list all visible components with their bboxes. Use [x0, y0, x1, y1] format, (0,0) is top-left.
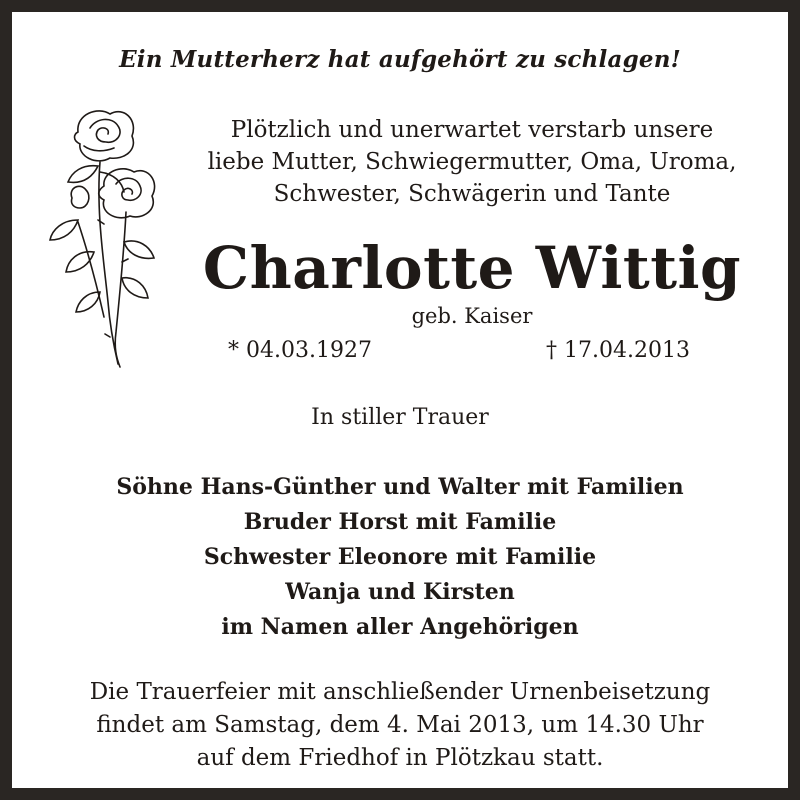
mourner-line: Söhne Hans-Günther und Walter mit Familien — [116, 474, 684, 500]
mourning-phrase: In stiller Trauer — [311, 405, 489, 430]
rose-illustration-icon — [38, 102, 168, 372]
death-date: † 17.04.2013 — [546, 338, 690, 363]
intro-line-1: Plötzlich und unerwartet verstarb unsere — [230, 117, 714, 143]
intro-line-2: liebe Mutter, Schwiegermutter, Oma, Uroma, — [207, 149, 737, 175]
deceased-name: Charlotte Wittig — [202, 234, 742, 302]
service-line-2: findet am Samstag, dem 4. Mai 2013, um 14.30 Uhr — [96, 712, 704, 738]
service-line-1: Die Trauerfeier mit anschließender Urnenbeisetzung — [89, 679, 711, 705]
birth-date: * 04.03.1927 — [228, 338, 372, 363]
maiden-name: geb. Kaiser — [411, 304, 533, 328]
mourner-line: Bruder Horst mit Familie — [243, 509, 557, 535]
headline: Ein Mutterherz hat aufgehört zu schlagen! — [119, 46, 681, 73]
mourner-line: Schwester Eleonore mit Familie — [203, 544, 597, 570]
mourners-list — [12, 470, 788, 645]
intro-line-3: Schwester, Schwägerin und Tante — [273, 181, 671, 207]
funeral-service-info — [12, 676, 788, 775]
mourner-line: im Namen aller Angehörigen — [221, 614, 579, 640]
mourner-line: Wanja und Kirsten — [285, 579, 515, 605]
service-line-3: auf dem Friedhof in Plötzkau statt. — [196, 745, 604, 771]
